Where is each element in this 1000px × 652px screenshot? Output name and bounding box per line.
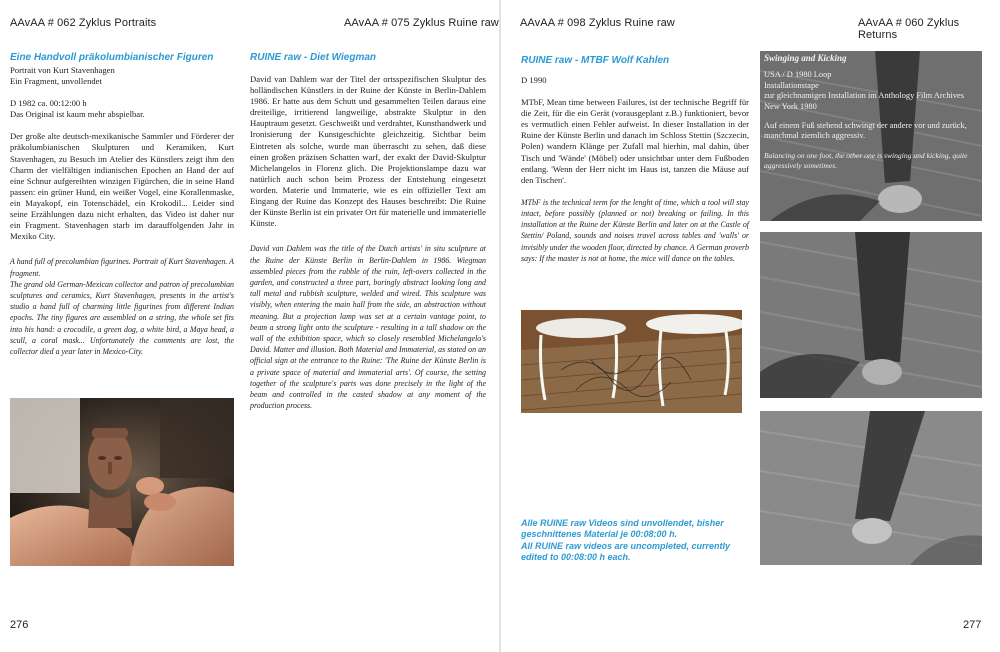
header-left-b: AAvAA # 075 Zyklus Ruine raw (344, 17, 499, 29)
col1-title: Eine Handvoll präkolumbianischer Figuren (10, 52, 214, 63)
col1-meta-1: D 1982 ca. 00:12:00 h (10, 98, 87, 109)
col1-body-de: Der große alte deutsch-mexikanische Sammler und Förderer der präkolumbianischen Skulpturen und Keramiken, Kurt Stavenhagen, zu Besuch im Atelier des Künstlers zeigt ihm den Charm der vielfältigen indianischen Epochen an Hand der auf eine Schnur aufgereihten winzigen Figürchen, die in seine Hand passen: ein grüner Hund, ein weißer Vogel, eine Korallenmaske, ein Mayakopf, ein Totenschädel, ein Krokodil... Leider sind seine Erzählungen dazu nicht erhalten, das Video ist daher nur ein Fragment. Stavenhagen starb im darauffolgenden Jahr in Mexiko City. (10, 131, 234, 242)
figurine-photo-graphic (10, 398, 234, 566)
col2-title: RUINE raw - Diet Wiegman (250, 52, 377, 63)
swinging-photo-3-graphic (760, 411, 982, 565)
installation-photo-graphic (521, 310, 742, 413)
page-number-right: 277 (963, 619, 982, 631)
page-gutter (499, 0, 501, 652)
note-en: All RUINE raw videos are uncompleted, currently edited to 00:08:00 h each. (521, 540, 731, 563)
col1-intro-1: Portrait von Kurt Stavenhagen (10, 65, 115, 75)
note-de: Alle RUINE raw Videos sind unvollendet, bisher geschnittenes Material je 00:08:00 h. (521, 518, 724, 540)
col1-body-en-1: A hand full of precolumbian figurines. Portrait of Kurt Stavenhagen. A fragment. (10, 257, 234, 278)
col4-overlay (764, 53, 978, 172)
header-right-b: AAvAA # 060 Zyklus Returns (858, 17, 960, 41)
page-number-left: 276 (10, 619, 29, 631)
col1-meta-2: Das Original ist kaum mehr abspielbar. (10, 109, 145, 120)
header-left-a: AAvAA # 062 Zyklus Portraits (10, 17, 157, 29)
col1-text (10, 65, 234, 357)
col4-line-3: zur gleichnamigen Installation im Anthology Film Archives New York 1980 (764, 91, 965, 111)
col3-title: RUINE raw - MTBF Wolf Kahlen (521, 55, 670, 66)
swinging-photo-2-graphic (760, 232, 982, 398)
col3-body-en: MTbF is the technical term for the lenght of time, which a tool will stay intact, before possibly (planned or not) breaking or failing. In this installation at the Ruine der Künste Berlin and later on at the Castle of Stettin/ Poland, sounds and noises travel across tables and 'walls' or invisibly under the wooden floor, directed by chance. A German proverb says: If the master is not at home, the mice will dance on the tables. (521, 197, 749, 263)
col2-body-en: David van Dahlem was the title of the Dutch artists' in situ sculpture at the Ruine der Künste Berlin in Berlin-Dahlem in 1986. Wiegman assembled pieces from the rubble of the ruin, left-overs collected in the garden, and constructed a three part, boringly abstract looking long and tall metal and rubbish sculpture, welded and wired. This sculpture was visibly, when entering the main hall from the side, an abstraction without meaning. But a projection lamp was set at a certain vantage point, to beam a strong light onto the sculpture - resulting in a tall shadow on the wall of the exhibition space, which so closely resembled Michelangelo's David. Matter and illusion. Both Material and Immaterial, as stated on an official sign at the entrance to the Ruine: 'The Ruine der Künste Berlin is a private space of material and immaterial arts'. Of course, the setting together of the sculpture's parts was done precisely in the light of the beam and controlled in the casted shadow at any moment of the production process. (250, 244, 486, 411)
col4-line-2: Installationstape (764, 80, 819, 90)
ruine-raw-note (521, 518, 756, 564)
col1-body-en-2: The grand old German-Mexican collector and patron of precolumbian sculptures and ceramics, Kurt Stavenhagen, presents in the artist's studio a hand full of charming little figurines from different Indian epochs. The tiny figures are assembled on a string, the whole set fits into his hand: a crocodile, a green dog, a white bird, a Maya head, a scull, a coral mask... Unfortunately the comments are lost, the collector died a year later in Mexico-City. (10, 279, 234, 356)
col4-line-1: USA / D 1980 Loop (764, 70, 832, 80)
col3-body-de: MTbF, Mean time between Failures, ist der technische Begriff für die Zeit, für die ein Gerät (vorausgeplant z.B.) funktioniert, bevor es vermutlich einen Fehler aufweist. In dieser Installation in der Ruine der Künste Berlin und danach im Schloss Stettin (Szczecin, Polen) wandern Klänge per Zufall mal hierhin, mal dahin, über Tisch und 'Wände' (Möbel) oder unsichtbar unter dem Fußboden entlang. 'Wenn der Herr nicht im Haus ist, tanzen die Mäuse auf den Tischen'. (521, 97, 749, 185)
col4-title: Swinging and Kicking (764, 53, 847, 63)
col3-text (521, 75, 749, 275)
col1-intro-2: Ein Fragment, unvollendet (10, 76, 102, 87)
swinging-photo-3 (760, 411, 982, 565)
col3-meta: D 1990 (521, 75, 547, 85)
swinging-photo-2 (760, 232, 982, 398)
col2-body-de: David van Dahlem war der Titel der ortsspezifischen Skulptur des holländischen Künstlers in der Ruine der Künste in Berlin-Dahlem 1986. Er hatte aus dem Schutt und gesammelten Teilen daraus eine dreiteilige, irritierend langweilige, abstrakte Skulptur in den Hauptraum gesetzt. Geschweißt und verdrahtet, Kunsthandwerk und Ironisierung der Kunstgeschichte gleichzeitig. Sichtbar beim Eintreten als solche, wurde man überrascht zu sehen, daß diese einen großen präzisen Schatten warf, der exakt der David-Skulptur Michelangelos in Florenz glich. Die Projektionslampe dazu war natürlich auch schon beim Prozess der Entstehung eingesetzt worden. Materie und Immaterie, wie es ein offizieller Text am Eingang der Ruine das Konzept des Hauses beschreibt: Die Ruine der Künste Berlin ist ein privater Ort für materielle und immaterielle Künste. (250, 74, 486, 229)
installation-photo (521, 310, 742, 413)
header-right-a: AAvAA # 098 Zyklus Ruine raw (520, 17, 675, 29)
col4-body-de: Auf einem Fuß stehend schwingt der andere vor und zurück, manchmal ziemlich aggressiv. (764, 121, 967, 141)
col2-text (250, 74, 486, 422)
figurine-photo (10, 398, 234, 566)
col4-body-en: Balancing on one foot, the other one is swinging and kicking, quite aggressively sometimes. (764, 150, 968, 171)
